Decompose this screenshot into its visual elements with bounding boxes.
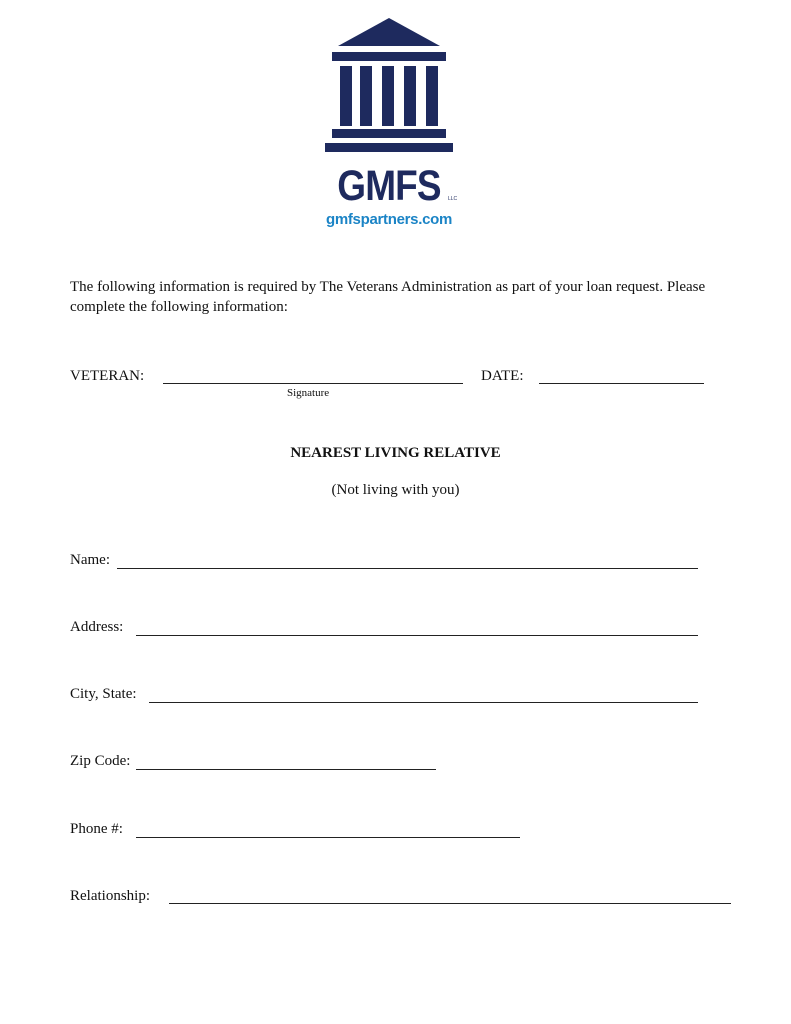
phone-label: Phone #: bbox=[70, 821, 123, 837]
zip-code-label: Zip Code: bbox=[70, 753, 131, 769]
name-field[interactable] bbox=[117, 568, 698, 569]
logo-url: gmfspartners.com bbox=[325, 211, 453, 228]
logo-trademark: LLC bbox=[448, 196, 458, 202]
section-subtitle: (Not living with you) bbox=[331, 482, 460, 498]
veteran-label: VETERAN: bbox=[70, 368, 145, 384]
gmfs-logo bbox=[320, 16, 470, 226]
logo-wordmark: GMFS bbox=[337, 162, 441, 210]
signature-caption: Signature bbox=[287, 387, 330, 399]
zip-code-field[interactable] bbox=[136, 769, 436, 770]
address-label: Address: bbox=[70, 619, 124, 635]
intro-paragraph: The following information is required by The Veterans Administration as part of your loan request. Please complete the following information: bbox=[70, 279, 706, 315]
address-field[interactable] bbox=[136, 635, 698, 636]
relationship-label: Relationship: bbox=[70, 888, 150, 904]
city-state-field[interactable] bbox=[149, 702, 698, 703]
name-label: Name: bbox=[70, 552, 110, 568]
city-state-label: City, State: bbox=[70, 686, 137, 702]
veteran-signature-line[interactable] bbox=[163, 383, 463, 384]
relationship-field[interactable] bbox=[169, 903, 731, 904]
bank-building-icon bbox=[320, 16, 458, 166]
date-label: DATE: bbox=[481, 368, 524, 384]
date-line[interactable] bbox=[539, 383, 704, 384]
phone-field[interactable] bbox=[136, 837, 520, 838]
section-title: NEAREST LIVING RELATIVE bbox=[290, 445, 501, 461]
